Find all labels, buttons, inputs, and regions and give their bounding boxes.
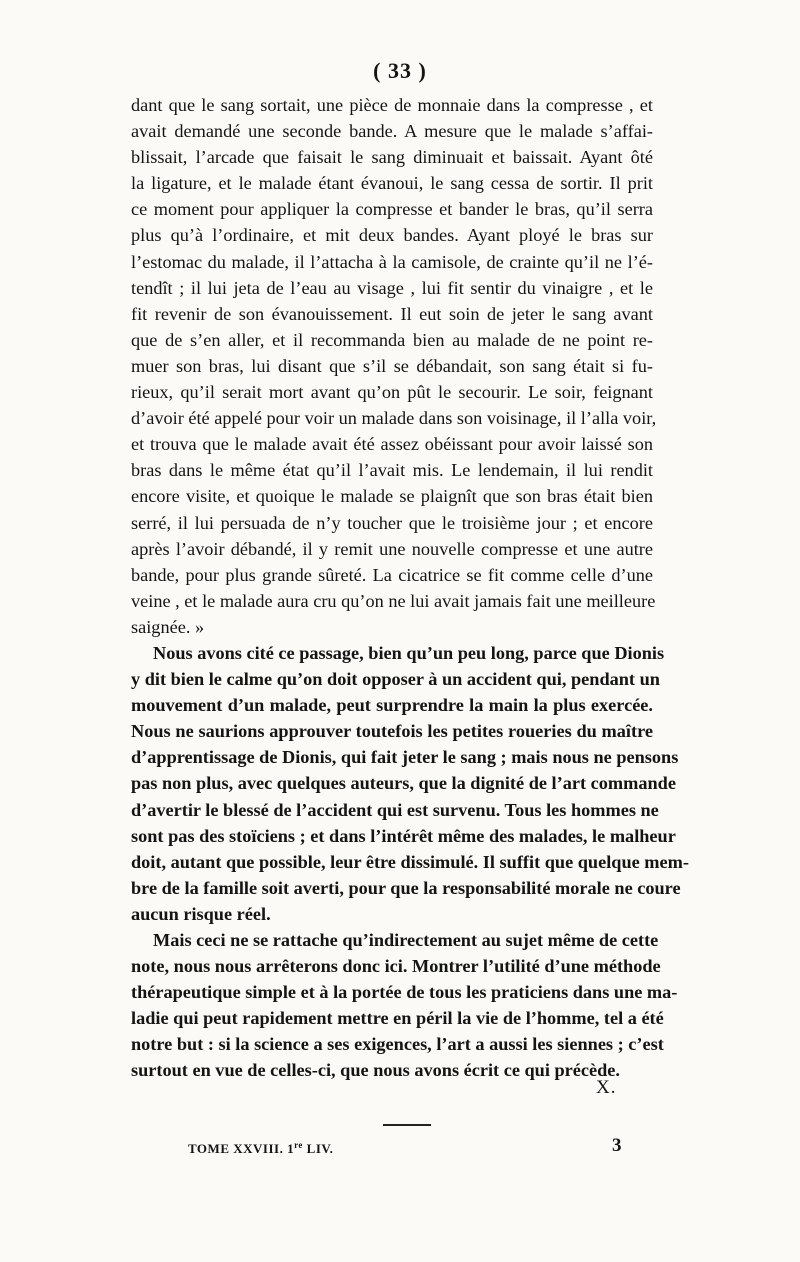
text-line: doit, autant que possible, leur être dissimulé. Il suffit que quelque mem- xyxy=(131,851,689,872)
footer-sheet-number: 3 xyxy=(612,1135,622,1156)
text-line: bande, pour plus grande sûreté. La cicatrice se fit comme celle d’une xyxy=(131,564,653,585)
footer-volume: TOME XXVIII. xyxy=(188,1141,284,1156)
text-line: muer son bras, lui disant que s’il se débandait, son sang était si fu- xyxy=(131,355,653,376)
text-line: d’avertir le blessé de l’accident qui est survenu. Tous les hommes ne xyxy=(131,799,659,820)
text-line: thérapeutique simple et à la portée de tous les praticiens dans une ma- xyxy=(131,982,678,1003)
paragraph-commentary xyxy=(131,640,689,927)
text-line: serré, il lui persuada de n’y toucher que le troisième jour ; et encore xyxy=(131,512,653,533)
text-line: l’estomac du malade, il l’attacha à la camisole, de crainte qu’il ne l’é- xyxy=(131,251,653,272)
text-line: encore visite, et quoique le malade se plaignît que son bras était bien xyxy=(131,486,653,507)
paragraph-conclusion xyxy=(131,927,678,1084)
footer-livraison-sup: re xyxy=(294,1140,303,1150)
text-line: ce moment pour appliquer la compresse et bander le bras, qu’il serra xyxy=(131,199,653,220)
text-line: veine , et le malade aura cru qu’on ne lui avait jamais fait une meilleure xyxy=(131,590,656,611)
text-line: notre but : si la science a ses exigences, l’art a aussi les siennes ; c’est xyxy=(131,1034,664,1055)
text-line: que de s’en aller, et il recommanda bien au malade de ne point re- xyxy=(131,329,653,350)
text-line: tendît ; il lui jeta de l’eau au visage , lui fit sentir du vinaigre , et le xyxy=(131,277,653,298)
text-line: note, nous nous arrêterons donc ici. Montrer l’utilité d’une méthode xyxy=(131,956,661,977)
text-line: ladie qui peut rapidement mettre en péril la vie de l’homme, tel a été xyxy=(131,1008,664,1029)
text-line: Nous ne saurions approuver toutefois les petites roueries du maître xyxy=(131,721,653,742)
text-line: avait demandé une seconde bande. A mesure que le malade s’affai- xyxy=(131,121,653,142)
footer-livraison-number: 1 xyxy=(287,1141,295,1156)
text-line: mouvement d’un malade, peut surprendre la main la plus exercée. xyxy=(131,695,653,716)
text-line: bras dans le même état qu’il l’avait mis. Le lendemain, il lui rendit xyxy=(131,460,653,481)
text-line: sont pas des stoïciens ; et dans l’intérêt même des malades, le malheur xyxy=(131,825,676,846)
text-line: et trouva que le malade avait été assez obéissant pour avoir laissé son xyxy=(131,434,653,455)
text-line: dant que le sang sortait, une pièce de monnaie dans la compresse , et xyxy=(131,95,653,115)
text-line: aucun risque réel. xyxy=(131,903,271,924)
text-line: y dit bien le calme qu’on doit opposer à un accident qui, pendant un xyxy=(131,669,660,690)
text-line: d’avoir été appelé pour voir un malade dans son voisinage, il l’alla voir, xyxy=(131,408,657,429)
text-line: rieux, qu’il serait mort avant qu’on pût le secourir. Le soir, feignant xyxy=(131,382,653,403)
text-line: blissait, l’arcade que faisait le sang diminuait et baissait. Ayant ôté xyxy=(131,147,653,168)
paragraph-quote-end xyxy=(131,92,657,640)
text-line: la ligature, et le malade étant évanoui, le sang cessa de sortir. Il prit xyxy=(131,173,653,194)
text-line: Nous avons cité ce passage, bien qu’un peu long, parce que Dionis xyxy=(153,642,665,663)
text-line: pas non plus, avec quelques auteurs, que la dignité de l’art commande xyxy=(131,773,676,794)
text-line: surtout en vue de celles-ci, que nous avons écrit ce qui précède. xyxy=(131,1060,620,1081)
body-text xyxy=(131,92,689,1084)
text-line: fit revenir de son évanouissement. Il eut soin de jeter le sang avant xyxy=(131,303,653,324)
text-line: plus qu’à l’ordinaire, et mit deux bandes. Ayant ployé le bras sur xyxy=(131,225,653,246)
text-line: bre de la famille soit averti, pour que la responsabilité morale ne coure xyxy=(131,877,681,898)
divider-rule xyxy=(383,1124,431,1126)
page-number: ( 33 ) xyxy=(373,58,427,83)
text-line: saignée. » xyxy=(131,616,205,637)
footer-volume-info xyxy=(188,1140,333,1157)
text-line: Mais ceci ne se rattache qu’indirectement au sujet même de cette xyxy=(153,930,659,950)
text-line: d’apprentissage de Dionis, qui fait jeter le sang ; mais nous ne pensons xyxy=(131,747,679,768)
text-line: après l’avoir débandé, il y remit une nouvelle compresse et une autre xyxy=(131,538,653,559)
footer-livraison-abbr: LIV. xyxy=(306,1141,334,1156)
author-signature: X. xyxy=(596,1077,617,1098)
